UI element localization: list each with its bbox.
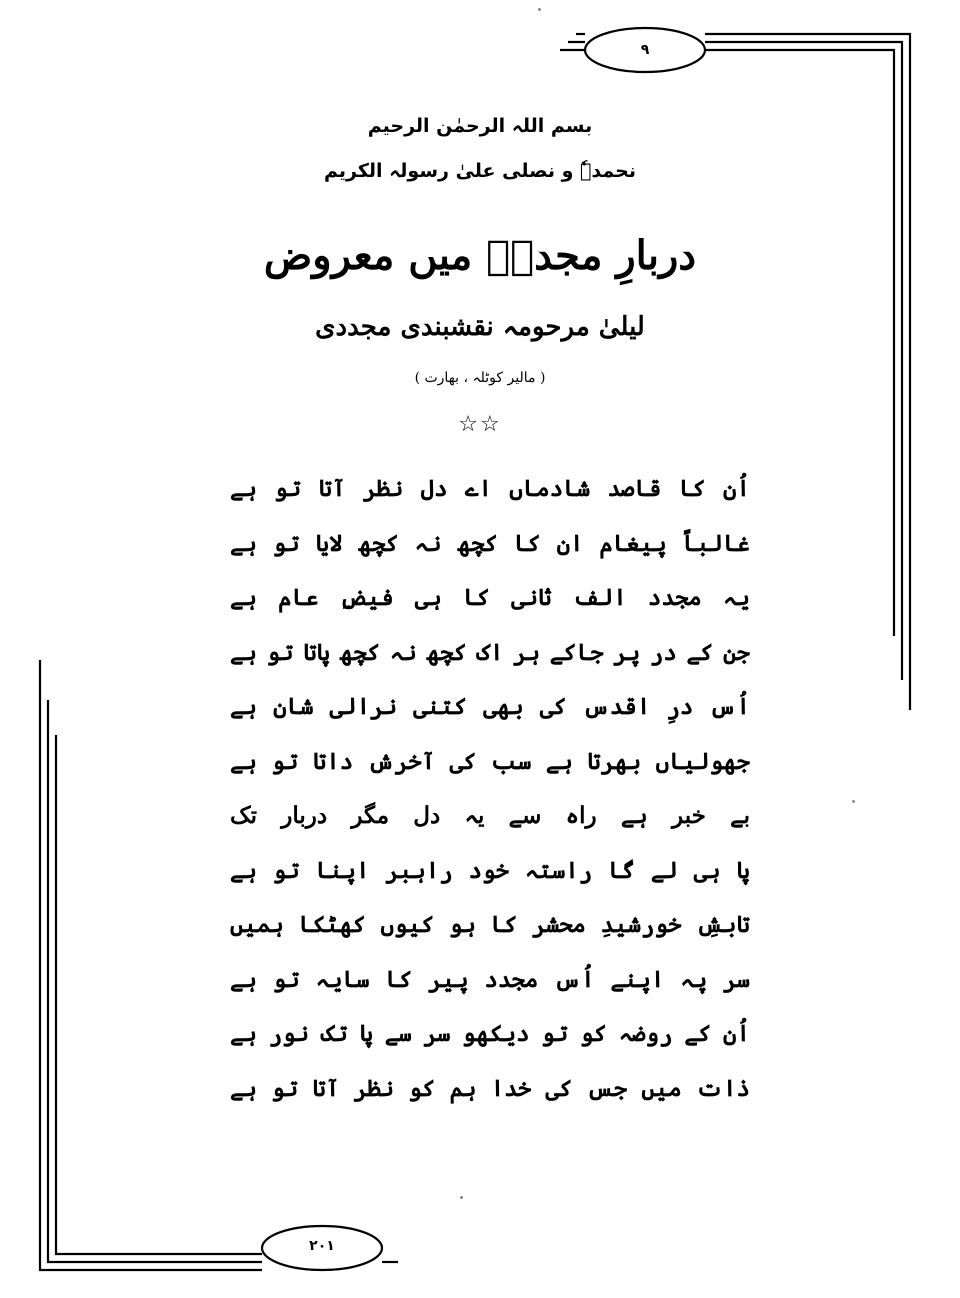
top-page-number: ۹ [640,42,650,58]
poem-line: جھولیاں بھرتا ہے سب کی آخرش داتا تو ہے [230,747,750,775]
bottom-page-number: ۲۰۱ [309,1238,335,1254]
poem-line: یہ مجدد الف ثانی کا ہی فیضِ عام ہے [230,584,750,611]
poem-line: غالباً پیغام ان کا کچھ نہ کچھ لایا تو ہے [230,529,750,557]
basmala: بسم اللہ الرحمٰن الرحیم [367,115,593,137]
poem-title: دربارِ مجددؒ میں معروض [263,232,697,279]
poem-line: اُس درِ اقدس کی بھی کتنی نرالی شان ہے [230,693,750,720]
poem-line: پا ہی لے گا راستہ خود راہبر اپنا تو ہے [230,856,750,884]
poem-verses [230,462,750,1116]
salutation: نحمدہٗ و نصلی علیٰ رسولہ الکریم [324,160,636,182]
frame-line-bottom-outer [40,660,262,1270]
scan-speck [538,8,541,11]
poem-line: ذات میں جس کی خدا ہم کو نظر آتا تو ہے [230,1074,750,1102]
scan-speck [460,1196,463,1199]
poem-author: لیلیٰ مرحومہ نقشبندی مجددی [315,312,645,342]
author-location: ( مالیر کوٹلہ ، بھارت ) [414,370,546,386]
poem-line: اُن کا قاصد شادماں اے دل نظر آتا تو ہے [230,475,750,502]
poem-line: جن کے در پر جاکے ہر اک کچھ نہ کچھ پاتا تو ہے [230,638,750,666]
poem-line: سر پہ اپنے اُس مجدد پیر کا سایہ تو ہے [230,965,750,993]
poem-line: تابشِ خورشیدِ محشر کا ہو کیوں کھٹکا ہمیں [230,911,750,938]
poem-line: اُن کے روضہ کو تو دیکھو سر سے پا تک نور ہے [230,1020,750,1047]
scan-speck [852,800,855,803]
poem-line: بے خبر ہے راہ سے یہ دل مگر دربار تک [230,802,750,829]
star-ornament: ☆☆ [458,412,502,437]
